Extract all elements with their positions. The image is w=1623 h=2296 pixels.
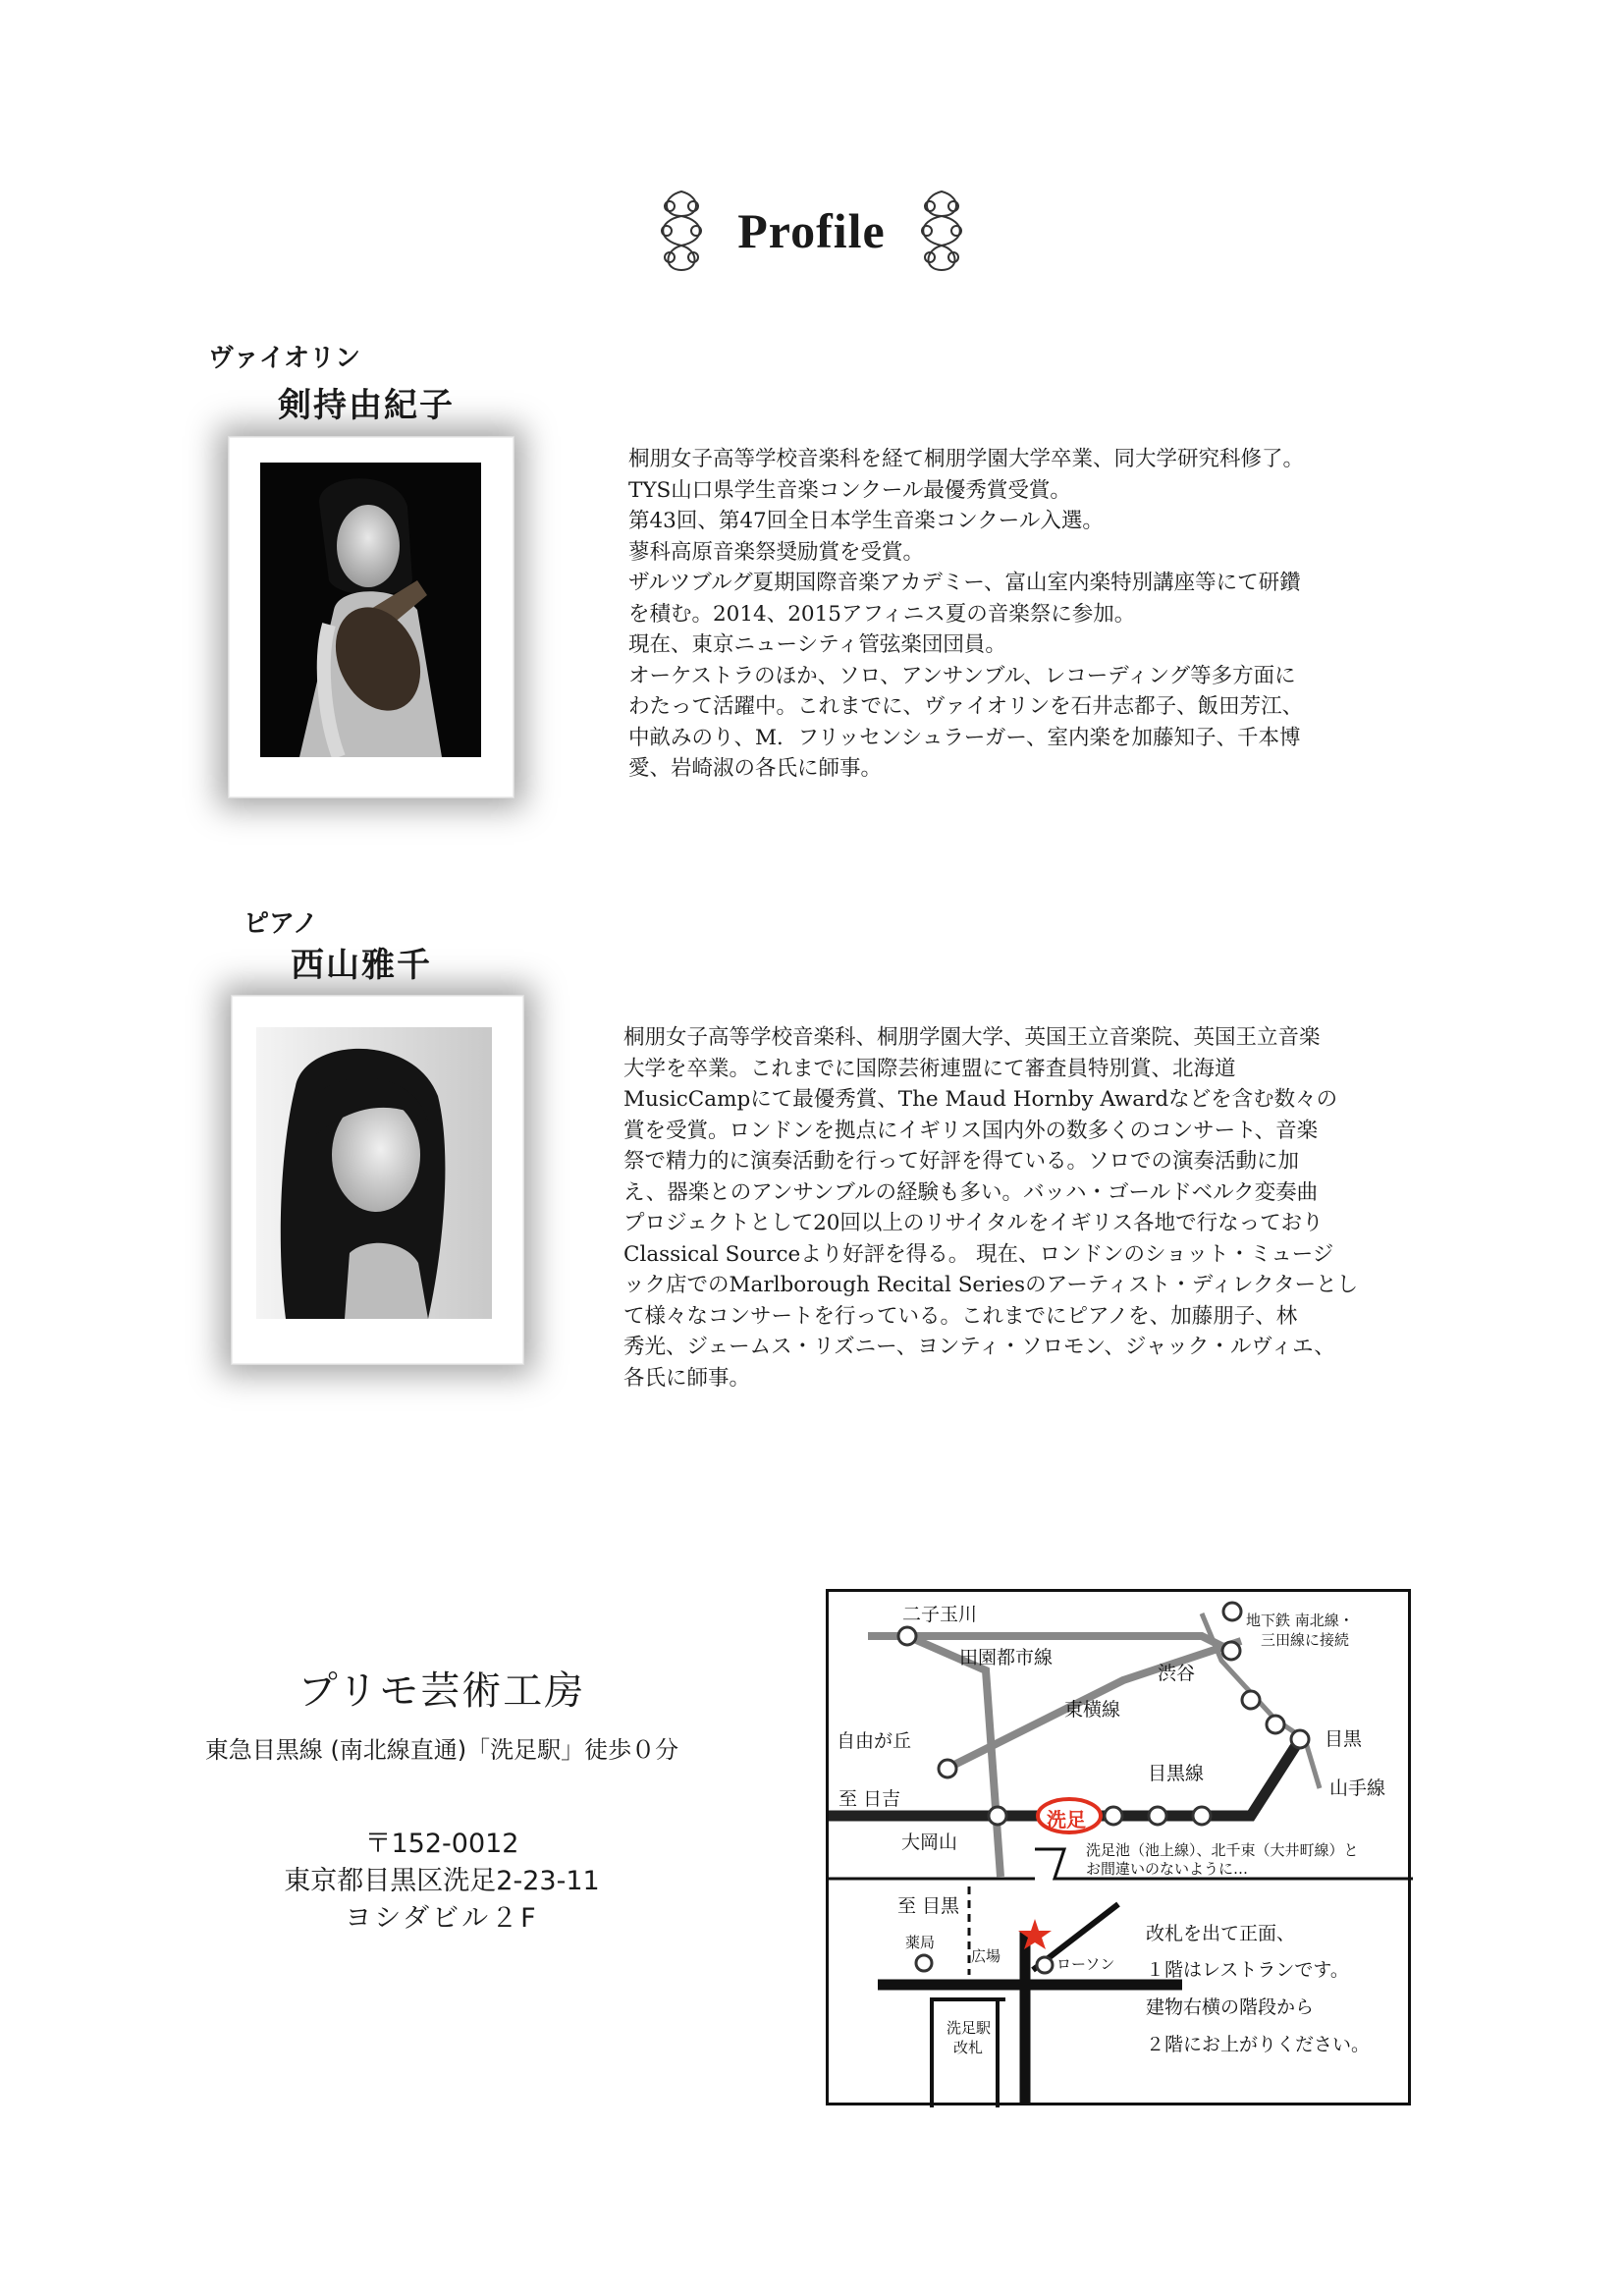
map-label-subway-note2: 三田線に接続 <box>1261 1631 1350 1649</box>
map-label-jiyugaoka: 自由が丘 <box>837 1730 912 1752</box>
map-label-yamanote: 山手線 <box>1329 1777 1386 1799</box>
map-label-shibuya: 渋谷 <box>1158 1663 1196 1684</box>
violinist-name: 剣持由紀子 <box>278 386 455 425</box>
access-map <box>826 1589 1411 2105</box>
pianist-bio: 桐朋女子高等学校音楽科、桐朋学園大学、英国王立音楽院、英国王立音楽 大学を卒業。これまでに国際芸術連盟にて審査員特別賞、北海道 MusicCampにて最優秀賞、The Maud Hornby Awardなどを含む数々の 賞を受賞。ロンドンを拠点にイギリス国内外の数多くのコンサート、音楽 祭で精力的に演奏活動を行って好評を得ている。ソロでの演奏活動に加 え、器楽とのアンサンブルの経験も多い。バッハ・ゴールドベルク変奏曲 プロジェクトとして20回以上のリサイタルをイギリス各地で行なっており Classical Sourceより好評を得る。 現在、ロンドンのショット・ミュージ ック店でのMarlborough Recital Seriesのアーティスト・ディレクターとし て様々なコンサートを行っている。これまでにピアノを、加藤朋子、林 秀光、ジェームス・リズニー、ヨンティ・ソロモン、ジャック・ルヴィエ、 各氏に師事。 <box>623 1025 1359 1391</box>
map-warning-line2: お間違いのないように… <box>1086 1860 1249 1878</box>
ornament-left-icon <box>652 187 711 275</box>
map-label-gate2: 改札 <box>953 2039 984 2056</box>
violinist-role: ヴァイオリン <box>208 344 360 373</box>
violinist-photo-frame <box>228 436 514 798</box>
map-label-lawson: ローソン <box>1056 1955 1115 1973</box>
venue-name: プリモ芸術工房 <box>298 1668 586 1714</box>
pianist-name: 西山雅千 <box>291 946 432 985</box>
map-label-denentoshi: 田園都市線 <box>959 1647 1054 1668</box>
map-label-ookayama: 大岡山 <box>901 1831 958 1853</box>
pianist-photo <box>256 1027 492 1319</box>
map-label-to-hiyoshi: 至 日吉 <box>839 1788 901 1810</box>
venue-postal: 〒152-0012 <box>364 1829 519 1859</box>
violinist-bio: 桐朋女子高等学校音楽科を経て桐朋学園大学卒業、同大学研究科修了。 TYS山口県学生音楽コンクール最優秀賞受賞。 第43回、第47回全日本学生音楽コンクール入選。 蓼科高原音楽祭奨励賞を受賞。 ザルツブルグ夏期国際音楽アカデミー、富山室内楽特別講座等にて研鑽 を積む。2014、2015アフィニス夏の音楽祭に参加。 現在、東京ニューシティ管弦楽団団員。 オーケストラのほか、ソロ、アンサンブル、レコーディング等多方面に わたって活躍中。これまでに、ヴァイオリンを石井志都子、飯田芳江、 中畝みのり、M．フリッセンシュラーガー、室内楽を加藤知子、千本博 愛、岩崎淑の各氏に師事。 <box>628 447 1305 781</box>
map-directions-line2: １階はレストランです。 <box>1146 1959 1349 1981</box>
map-directions-line3: 建物右横の階段から <box>1146 1996 1315 2018</box>
map-label-senzoku: 洗足 <box>1047 1808 1086 1831</box>
map-label-toyoko: 東横線 <box>1064 1699 1121 1721</box>
ornament-right-icon <box>912 187 971 275</box>
map-directions-line1: 改札を出て正面、 <box>1146 1923 1296 1944</box>
venue-building: ヨシダビル２F <box>345 1903 539 1934</box>
map-label-pharmacy: 薬局 <box>905 1934 936 1951</box>
map-label-to-meguro: 至 目黒 <box>897 1895 960 1917</box>
map-label-subway-note1: 地下鉄 南北線・ <box>1246 1612 1354 1629</box>
venue-address: 東京都目黒区洗足2-23-11 <box>284 1866 600 1896</box>
map-label-meguro-line: 目黒線 <box>1148 1763 1205 1784</box>
pianist-photo-frame <box>231 995 524 1365</box>
profile-title <box>0 187 1623 275</box>
venue-access: 東急目黒線 (南北線直通)「洗足駅」徒歩０分 <box>204 1736 679 1764</box>
map-label-gate1: 洗足駅 <box>947 2019 992 2037</box>
map-warning-line1: 洗足池（池上線）、北千束（大井町線）と <box>1086 1841 1359 1859</box>
map-label-futako: 二子玉川 <box>902 1604 978 1625</box>
page-title: Profile <box>737 203 886 258</box>
map-label-plaza: 広場 <box>971 1947 1001 1965</box>
pianist-role: ピアノ <box>243 909 318 939</box>
violinist-photo <box>260 463 481 757</box>
map-label-meguro: 目黒 <box>1325 1728 1363 1750</box>
map-directions-line4: ２階にお上がりください。 <box>1146 2034 1371 2055</box>
